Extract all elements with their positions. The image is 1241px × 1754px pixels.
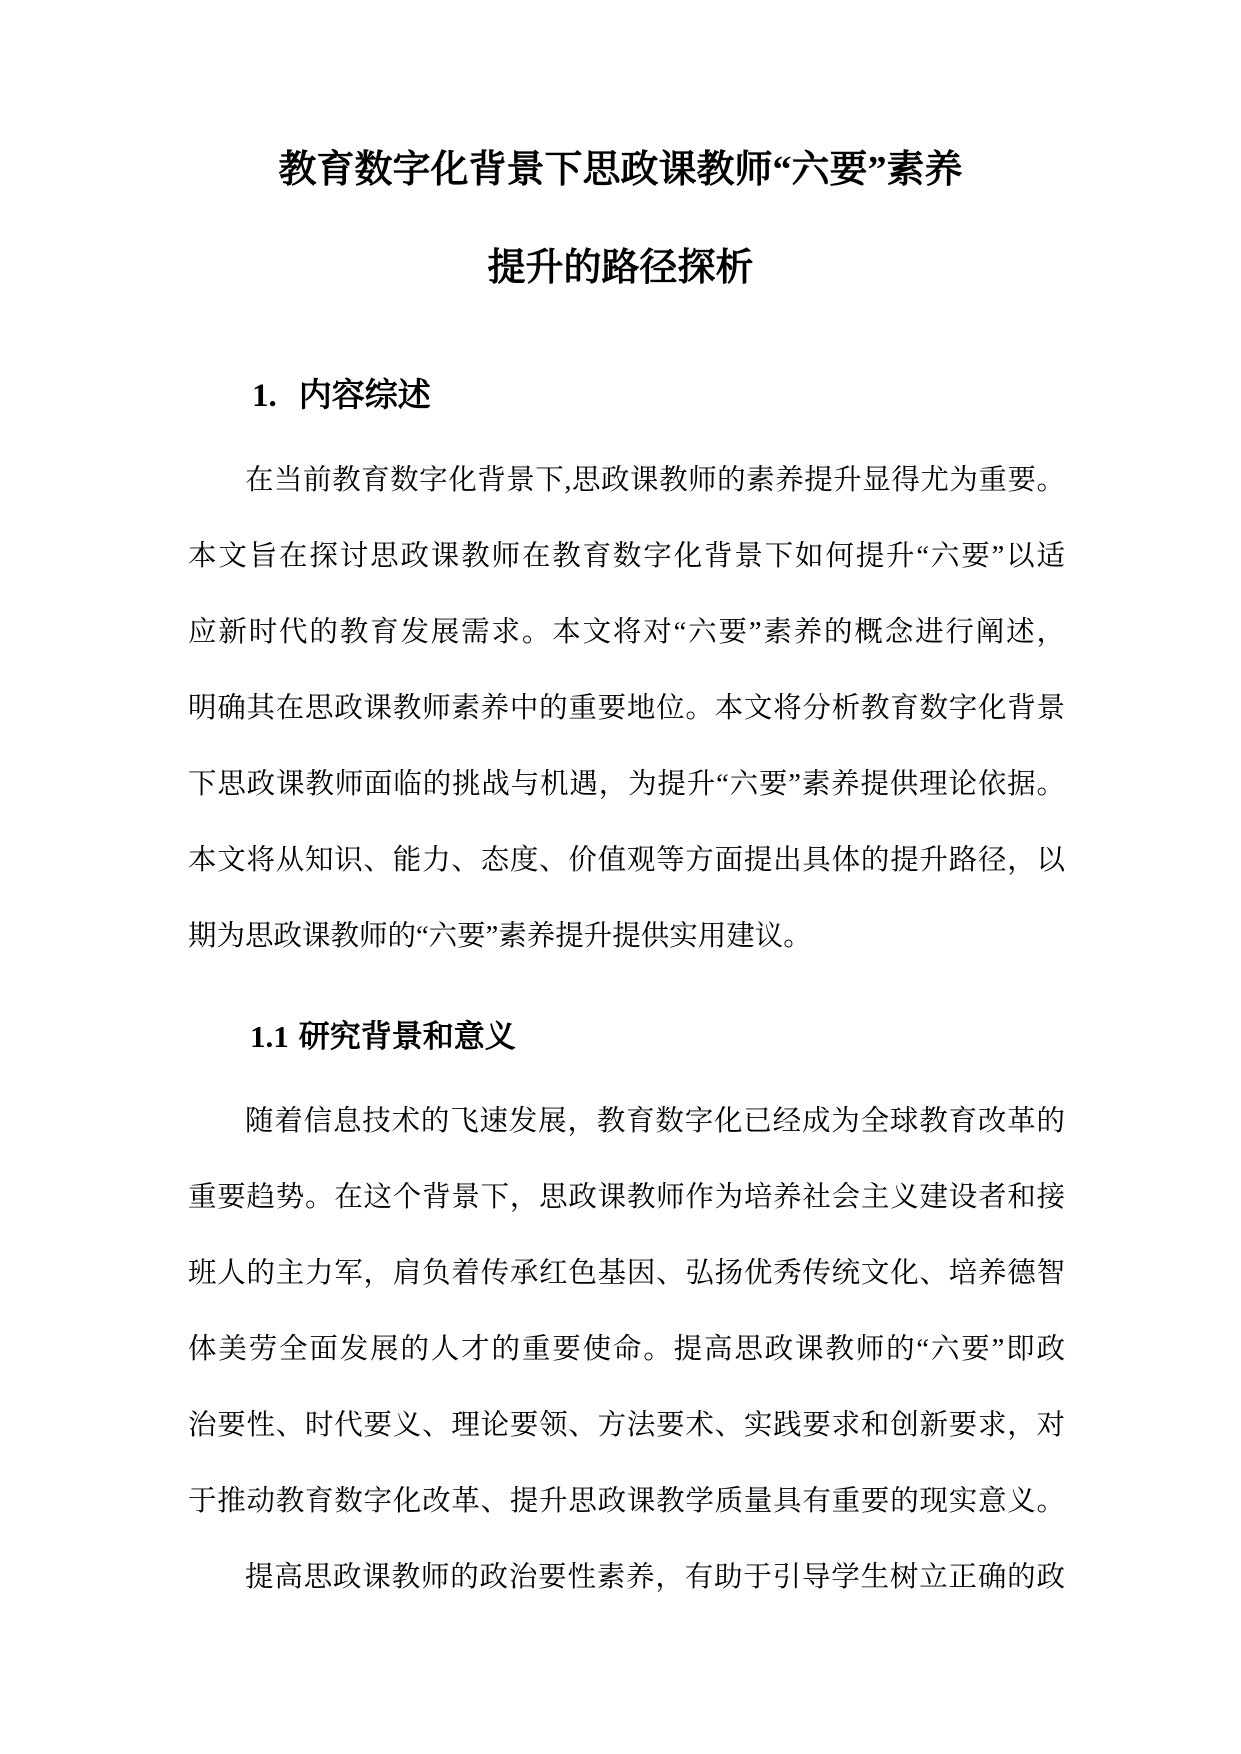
text-line: 提高思政课教师的政治要性素养，有助于引导学生树立正确的政 — [245, 1562, 1065, 1593]
text-line: 本文将从知识、能力、态度、价值观等方面提出具体的提升路径，以 — [188, 845, 1065, 876]
text-line: 本文旨在探讨思政课教师在教育数字化背景下如何提升“六要”以适 — [188, 541, 1065, 572]
document-title-line-1: 教育数字化背景下思政课教师“六要”素养 — [278, 149, 963, 191]
text-line: 随着信息技术的飞速发展，教育数字化已经成为全球教育改革的 — [245, 1106, 1065, 1137]
section-heading-1-number: 1. — [252, 378, 277, 414]
paragraph-political-quality — [188, 1540, 1065, 1616]
text-line: 于推动教育数字化改革、提升思政课教学质量具有重要的现实意义。 — [188, 1486, 1065, 1517]
text-line: 下思政课教师面临的挑战与机遇，为提升“六要”素养提供理论依据。 — [188, 769, 1065, 800]
document-title-line-2: 提升的路径探析 — [487, 247, 754, 289]
section-heading-1-text: 内容综述 — [298, 378, 431, 414]
text-line: 应新时代的教育发展需求。本文将对“六要”素养的概念进行阐述， — [188, 617, 1065, 648]
text-line: 明确其在思政课教师素养中的重要地位。本文将分析教育数字化背景 — [188, 693, 1065, 724]
text-line: 期为思政课教师的“六要”素养提升提供实用建议。 — [188, 921, 812, 952]
paragraph-background — [188, 1084, 1065, 1540]
text-line: 重要趋势。在这个背景下，思政课教师作为培养社会主义建设者和接 — [188, 1182, 1065, 1213]
text-line: 在当前教育数字化背景下,思政课教师的素养提升显得尤为重要。 — [245, 465, 1065, 496]
section-heading-1-1 — [250, 1021, 516, 1052]
paragraph-overview — [188, 443, 1065, 975]
section-heading-1-1-text: 研究背景和意义 — [298, 1019, 516, 1054]
text-line: 治要性、时代要义、理论要领、方法要术、实践要求和创新要求，对 — [188, 1410, 1065, 1441]
section-heading-1-1-number: 1.1 — [250, 1019, 289, 1054]
text-line: 体美劳全面发展的人才的重要使命。提高思政课教师的“六要”即政 — [188, 1334, 1065, 1365]
section-heading-1 — [252, 380, 431, 413]
text-line: 班人的主力军，肩负着传承红色基因、弘扬优秀传统文化、培养德智 — [188, 1258, 1065, 1289]
